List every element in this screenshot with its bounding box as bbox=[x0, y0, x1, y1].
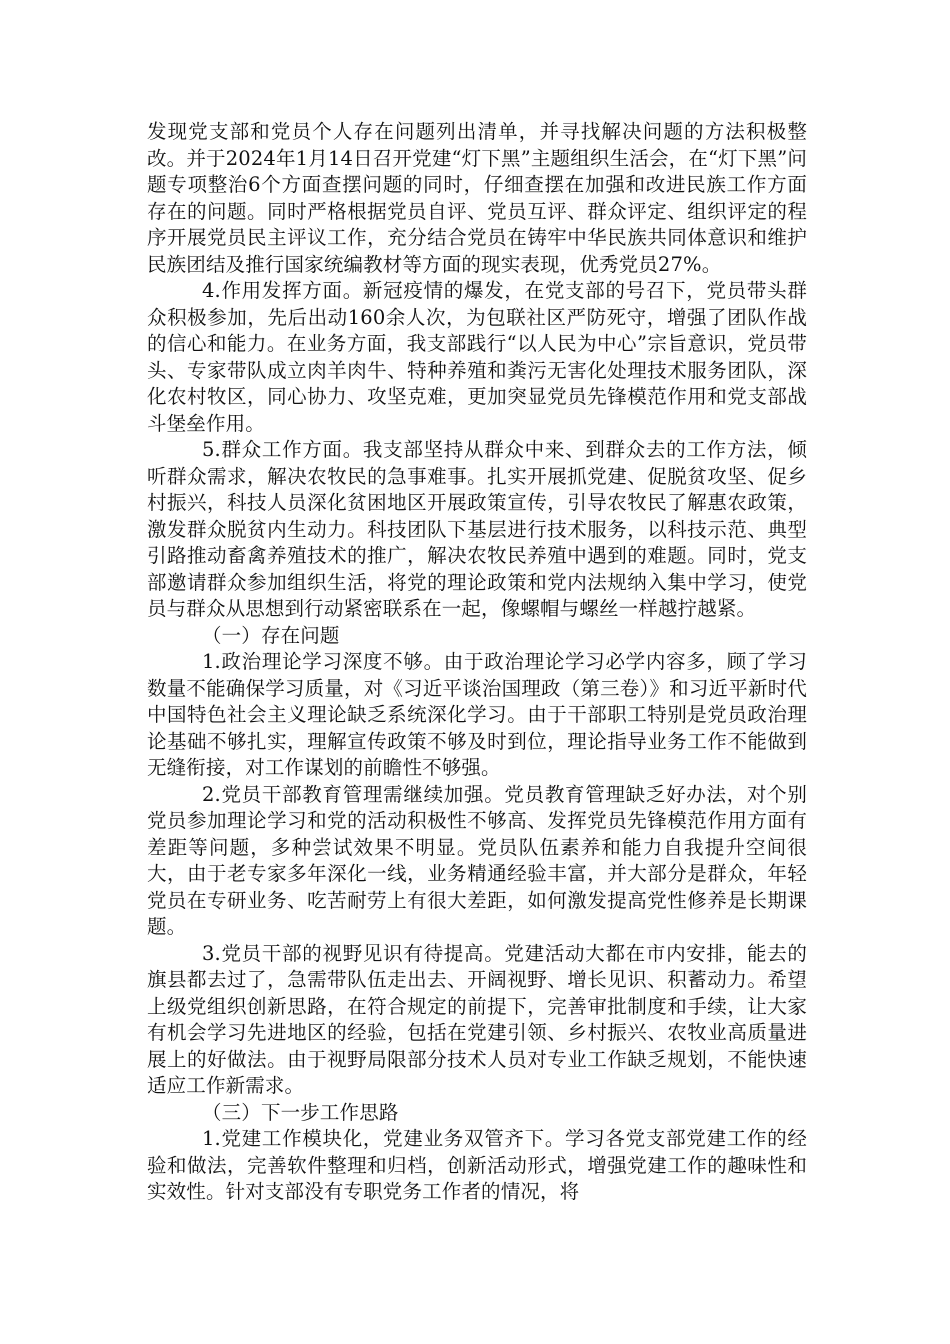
section-heading-existing-problems: （一）存在问题 bbox=[202, 623, 340, 647]
paragraph-mass-work: 5.群众工作方面。我支部坚持从群众中来、到群众去的工作方法，倾听群众需求，解决农牧民的急事难事。扎实开展抓党建、促脱贫攻坚、促乡村振兴，科技人员深化贫困地区开展政策宣传，引导农牧民了解惠农政策，激发群众脱贫内生动力。科技团队下基层进行技术服务，以科技示范、典型引路推动畜禽养殖技术的推广，解决农牧民养殖中遇到的难题。同时，党支部邀请群众参加组织生活，将党的理论政策和党内法规纳入集中学习，使党员与群众从思想到行动紧密联系在一起，像螺帽与螺丝一样越拧越紧。 bbox=[147, 438, 807, 620]
paragraph-problem-3: 3.党员干部的视野见识有待提高。党建活动大都在市内安排，能去的旗县都去过了，急需带队伍走出去、开阔视野、增长见识、积蓄动力。希望上级党组织创新思路，在符合规定的前提下，完善审批制度和手续，让大家有机会学习先进地区的经验，包括在党建引领、乡村振兴、农牧业高质量进展上的好做法。由于视野局限部分技术人员对专业工作缺乏规划，不能快速适应工作新需求。 bbox=[147, 941, 807, 1097]
section-heading-next-steps: （三）下一步工作思路 bbox=[202, 1100, 399, 1124]
paragraph-continuation: 发现党支部和党员个人存在问题列出清单，并寻找解决问题的方法积极整改。并于2024年1月14日召开党建“灯下黑”主题组织生活会，在“灯下黑”问题专项整治6个方面查摆问题的同时，仔细查摆在加强和改进民族工作方面存在的问题。同时严格根据党员自评、党员互评、群众评定、组织评定的程序开展党员民主评议工作，充分结合党员在铸牢中华民族共同体意识和维护民族团结及推行国家统编教材等方面的现实表现，优秀党员27%。 bbox=[147, 120, 807, 276]
paragraph-role-performance: 4.作用发挥方面。新冠疫情的爆发，在党支部的号召下，党员带头群众积极参加，先后出动160余人次，为包联社区严防死守，增强了团队作战的信心和能力。在业务方面，我支部践行“以人民为中心”宗旨意识，党员带头、专家带队成立肉羊肉牛、特种养殖和粪污无害化处理技术服务团队，深化农村牧区，同心协力、攻坚克难，更加突显党员先锋模范作用和党支部战斗堡垒作用。 bbox=[147, 279, 807, 435]
document-page bbox=[147, 119, 807, 1206]
paragraph-next-step-1: 1.党建工作模块化，党建业务双管齐下。学习各党支部党建工作的经验和做法，完善软件整理和归档，创新活动形式，增强党建工作的趣味性和实效性。针对支部没有专职党务工作者的情况，将 bbox=[147, 1127, 807, 1203]
paragraph-problem-1: 1.政治理论学习深度不够。由于政治理论学习必学内容多，顾了学习数量不能确保学习质量，对《习近平谈治国理政（第三卷）》和习近平新时代中国特色社会主义理论缺乏系统深化学习。由于干部职工特别是党员政治理论基础不够扎实，理解宣传政策不够及时到位，理论指导业务工作不能做到无缝衔接，对工作谋划的前瞻性不够强。 bbox=[147, 650, 807, 779]
paragraph-problem-2: 2.党员干部教育管理需继续加强。党员教育管理缺乏好办法，对个别党员参加理论学习和党的活动积极性不够高、发挥党员先锋模范作用方面有差距等问题，多种尝试效果不明显。党员队伍素养和能力自我提升空间很大，由于老专家多年深化一线，业务精通经验丰富，并大部分是群众，年轻党员在专研业务、吃苦耐劳上有很大差距，如何激发提高党性修养是长期课题。 bbox=[147, 782, 807, 938]
